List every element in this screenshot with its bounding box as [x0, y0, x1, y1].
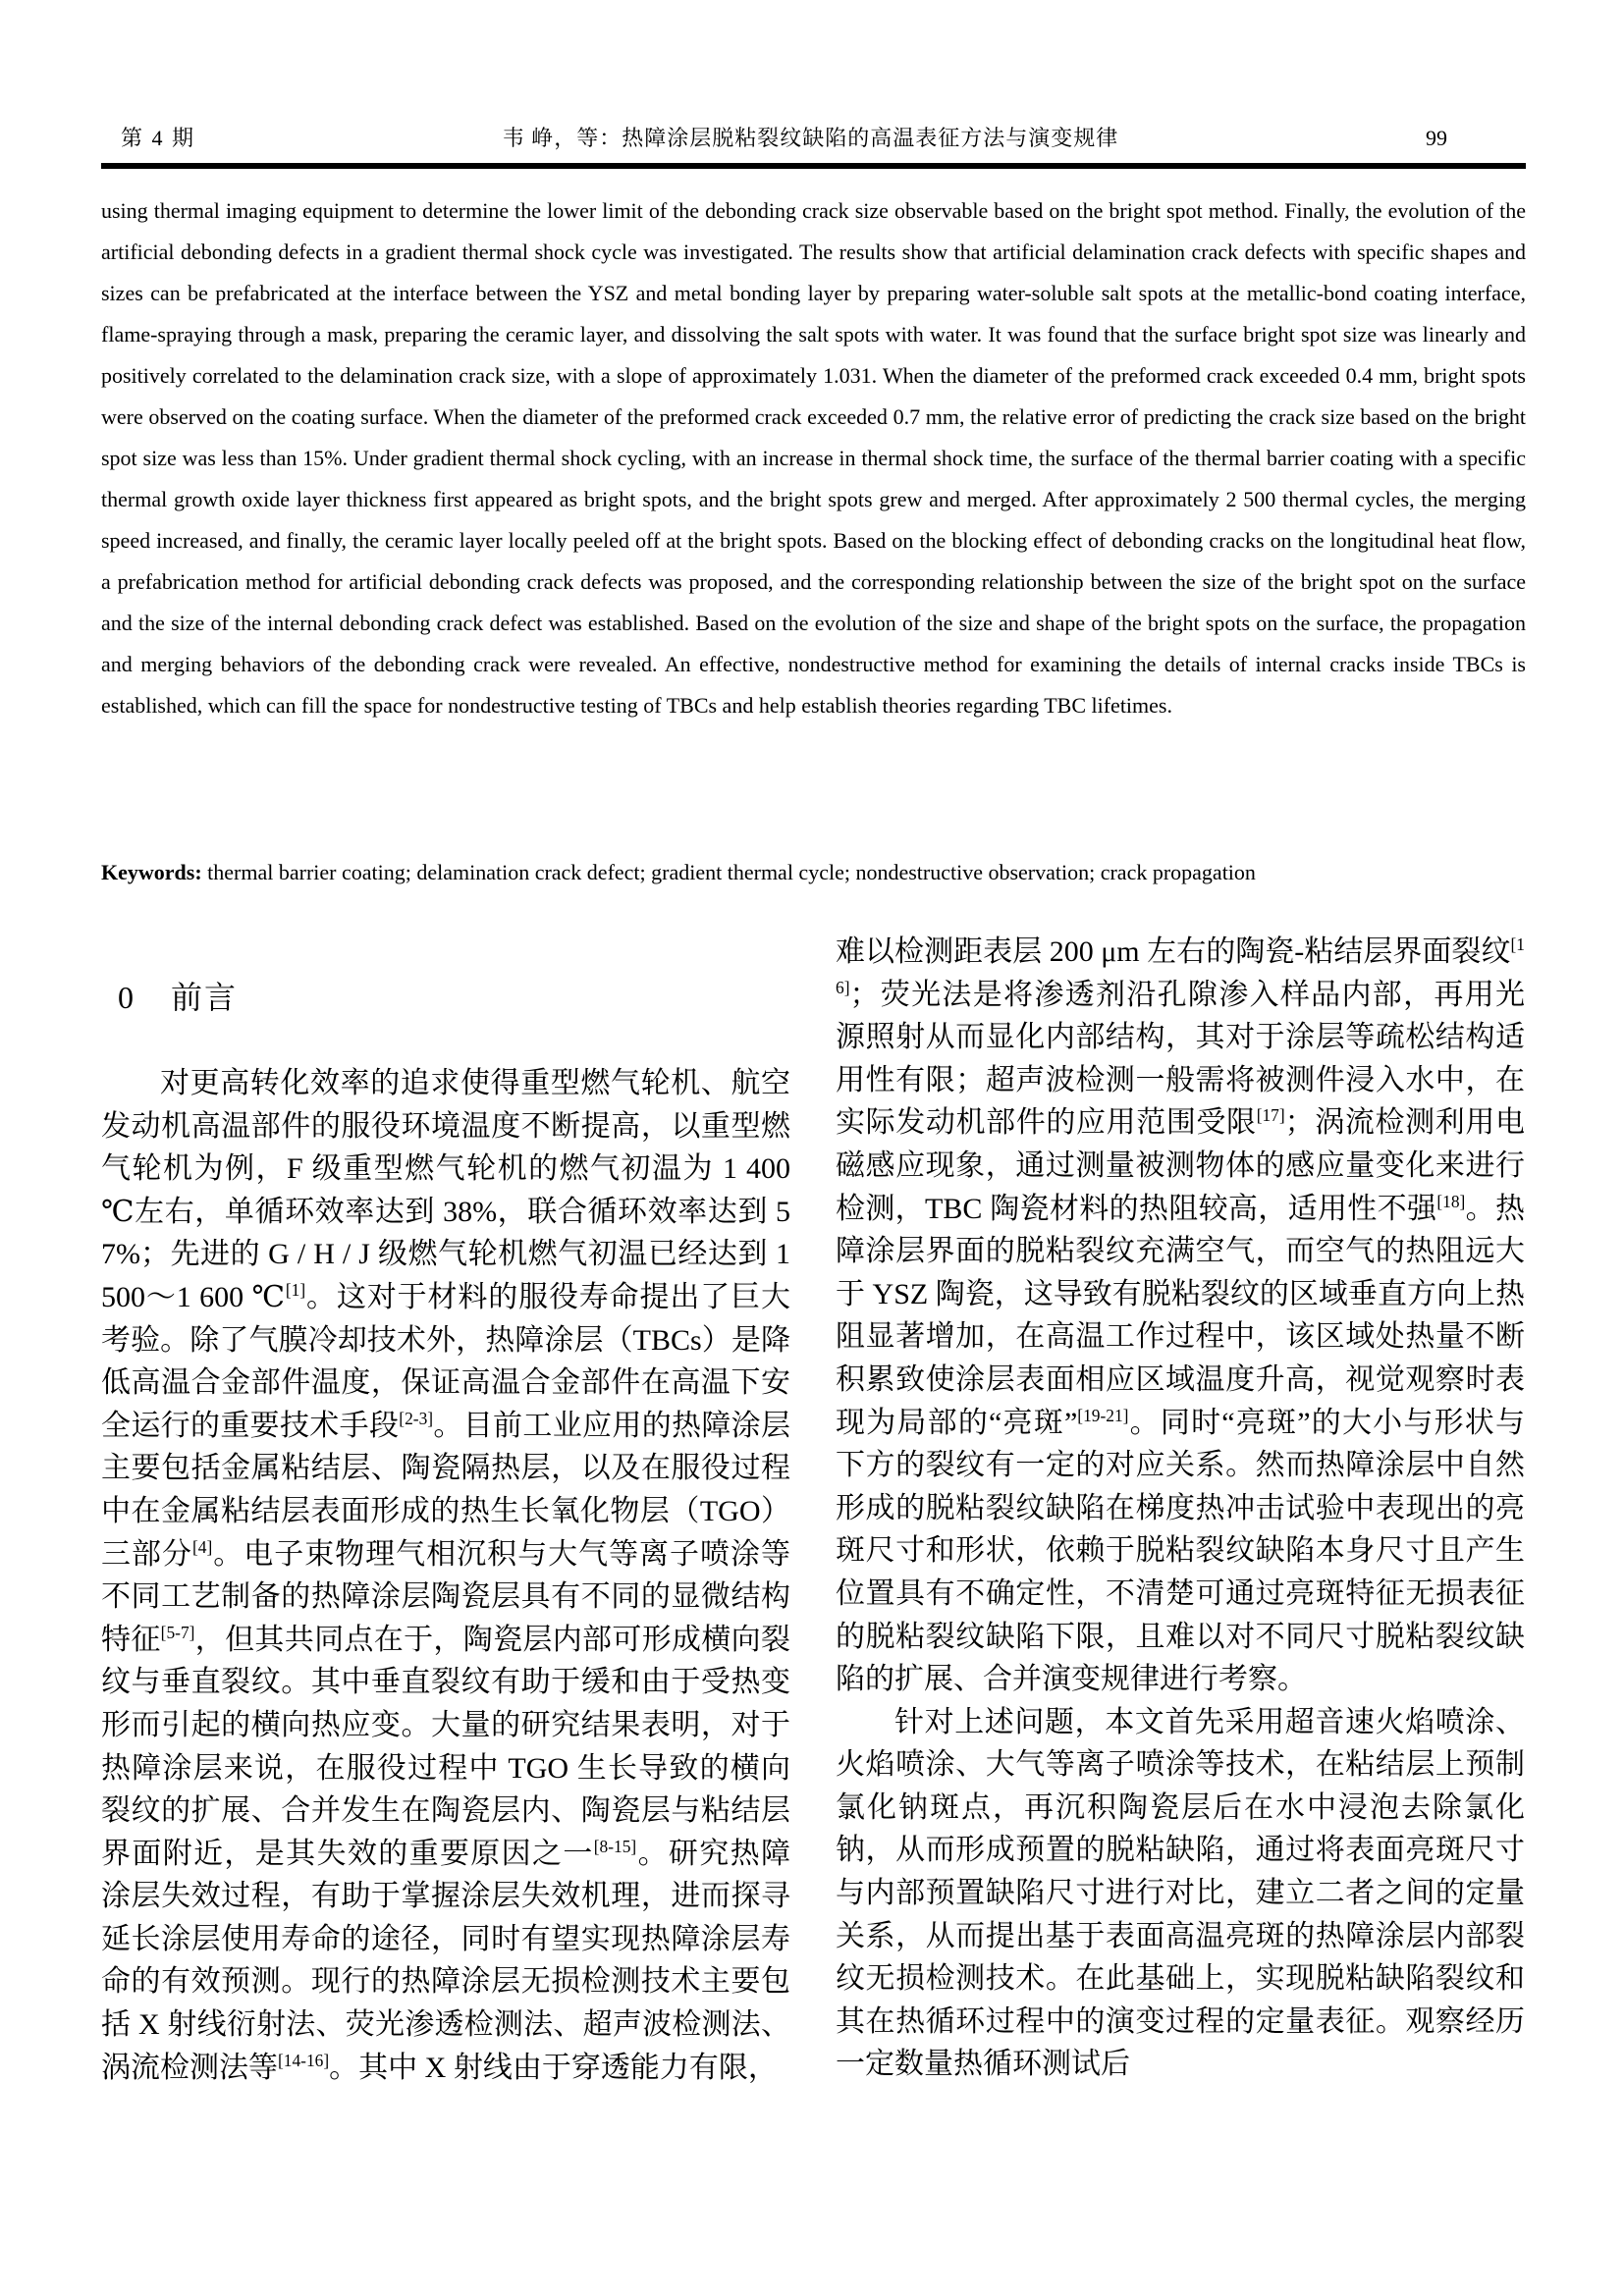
keywords-line: [101, 852, 1526, 893]
reference-superscript: [14-16]: [278, 2050, 330, 2070]
body-paragraph: 难以检测距表层 200 μm 左右的陶瓷-粘结层界面裂纹[16]；荧光法是将渗透剂沿孔隙渗入样品内部，再用光源照射从而显化内部结构，其对于涂层等疏松结构适用性有限；超声波检测一般需将被测件浸入水中，在实际发动机部件的应用范围受限[17]；涡流检测利用电磁感应现象，通过测量被测物体的感应量变化来进行检测，TBC 陶瓷材料的热阻较高，适用性不强[18]。热障涂层界面的脱粘裂纹充满空气，而空气的热阻远大于 YSZ 陶瓷，这导致有脱粘裂纹的区域垂直方向上热阻显著增加，在高温工作过程中，该区域处热量不断积累致使涂层表面相应区域温度升高，视觉观察时表现为局部的“亮斑”[19-21]。同时“亮斑”的大小与形状与下方的裂纹有一定的对应关系。然而热障涂层中自然形成的脱粘裂纹缺陷在梯度热冲击试验中表现出的亮斑尺寸和形状，依赖于脱粘裂纹缺陷本身尺寸且产生位置具有不确定性，不清楚可通过亮斑特征无损表征的脱粘裂纹缺陷下限，且难以对不同尺寸脱粘裂纹缺陷的扩展、合并演变规律进行考察。: [836, 934, 1525, 1696]
keywords-label: Keywords:: [101, 860, 202, 884]
running-header: [101, 124, 1526, 153]
body-paragraph: 针对上述问题，本文首先采用超音速火焰喷涂、火焰喷涂、大气等离子喷涂等技术，在粘结层上预制氯化钠斑点，再沉积陶瓷层后在水中浸泡去除氯化钠，从而形成预置的脱粘缺陷，通过将表面亮斑尺寸与内部预置缺陷尺寸进行对比，建立二者之间的定量关系，从而提出基于表面高温亮斑的热障涂层内部裂纹无损检测技术。在此基础上，实现脱粘缺陷裂纹和其在热循环过程中的演变过程的定量表征。观察经历一定数量热循环测试后: [836, 1705, 1525, 2081]
body-column-left: [101, 1062, 790, 2152]
reference-superscript: [8-15]: [593, 1836, 637, 1856]
issue-label: 第 4 期: [121, 126, 196, 150]
reference-superscript: [16]: [836, 934, 1525, 997]
reference-superscript: [18]: [1436, 1191, 1466, 1211]
reference-superscript: [19-21]: [1077, 1405, 1129, 1425]
reference-superscript: [2-3]: [399, 1408, 434, 1428]
reference-superscript: [1]: [285, 1279, 306, 1300]
body-paragraph: 对更高转化效率的追求使得重型燃气轮机、航空发动机高温部件的服役环境温度不断提高，以重型燃气轮机为例，F 级重型燃气轮机的燃气初温为 1 400 ℃左右，单循环效率达到 38%，联合循环效率达到 57%；先进的 G / H / J 级燃气轮机燃气初温已经达到 1 500～1 600 ℃[1]。这对于材料的服役寿命提出了巨大考验。除了气膜冷却技术外，热障涂层（TBCs）是降低高温合金部件温度，保证高温合金部件在高温下安全运行的重要技术手段[2-3]。目前工业应用的热障涂层主要包括金属粘结层、陶瓷隔热层，以及在服役过程中在金属粘结层表面形成的热生长氧化物层（TGO）三部分[4]。电子束物理气相沉积与大气等离子喷涂等不同工艺制备的热障涂层陶瓷层具有不同的显微结构特征[5-7]，但其共同点在于，陶瓷层内部可形成横向裂纹与垂直裂纹。其中垂直裂纹有助于缓和由于受热变形而引起的横向热应变。大量的研究结果表明，对于热障涂层来说，在服役过程中 TGO 生长导致的横向裂纹的扩展、合并发生在陶瓷层内、陶瓷层与粘结层界面附近，是其失效的重要原因之一[8-15]。研究热障涂层失效过程，有助于掌握涂层失效机理，进而探寻延长涂层使用寿命的途径，同时有望实现热障涂层寿命的有效预测。现行的热障涂层无损检测技术主要包括 X 射线衍射法、荧光渗透检测法、超声波检测法、涡流检测法等[14-16]。其中 X 射线由于穿透能力有限，: [101, 1067, 790, 2084]
reference-superscript: [4]: [191, 1536, 213, 1557]
reference-superscript: [5-7]: [160, 1622, 195, 1642]
body-column-right: [836, 931, 1525, 2158]
section-title: 前言: [171, 980, 239, 1015]
keywords-text: thermal barrier coating; delamination crack defect; gradient thermal cycle; nondestructive observation; crack propagation: [201, 860, 1256, 884]
page-number: 99: [1426, 126, 1447, 150]
header-rule: [101, 163, 1526, 169]
running-title: 韦 峥，等：热障涂层脱粘裂纹缺陷的高温表征方法与演变规律: [502, 126, 1119, 150]
abstract-paragraph: using thermal imaging equipment to determine the lower limit of the debonding crack size observable based on the bright spot method. Finally, the evolution of the artificial debonding defects in a gradient thermal shock cycle was investigated. The results show that artificial delamination crack defects with specific shapes and sizes can be prefabricated at the interface between the YSZ and metal bonding layer by preparing water-soluble salt spots at the metallic-bond coating interface, flame-spraying through a mask, preparing the ceramic layer, and dissolving the salt spots with water. It was found that the surface bright spot size was linearly and positively correlated to the delamination crack size, with a slope of approximately 1.031. When the diameter of the preformed crack exceeded 0.4 mm, bright spots were observed on the coating surface. When the diameter of the preformed crack exceeded 0.7 mm, the relative error of predicting the crack size based on the bright spot size was less than 15%. Under gradient thermal shock cycling, with an increase in thermal shock time, the surface of the thermal barrier coating with a specific thermal growth oxide layer thickness first appeared as bright spots, and the bright spots grew and merged. After approximately 2 500 thermal cycles, the merging speed increased, and finally, the ceramic layer locally peeled off at the bright spots. Based on the blocking effect of debonding cracks on the longitudinal heat flow, a prefabrication method for artificial debonding crack defects was proposed, and the corresponding relationship between the size of the bright spot on the surface and the size of the internal debonding crack defect was established. Based on the evolution of the size and shape of the bright spots on the surface, the propagation and merging behaviors of the debonding crack were revealed. An effective, nondestructive method for examining the details of internal cracks inside TBCs is established, which can fill the space for nondestructive testing of TBCs and help establish theories regarding TBC lifetimes.: [101, 198, 1526, 718]
section-number: 0: [118, 980, 135, 1015]
reference-superscript: [17]: [1256, 1105, 1285, 1126]
section-heading: [118, 978, 238, 1017]
